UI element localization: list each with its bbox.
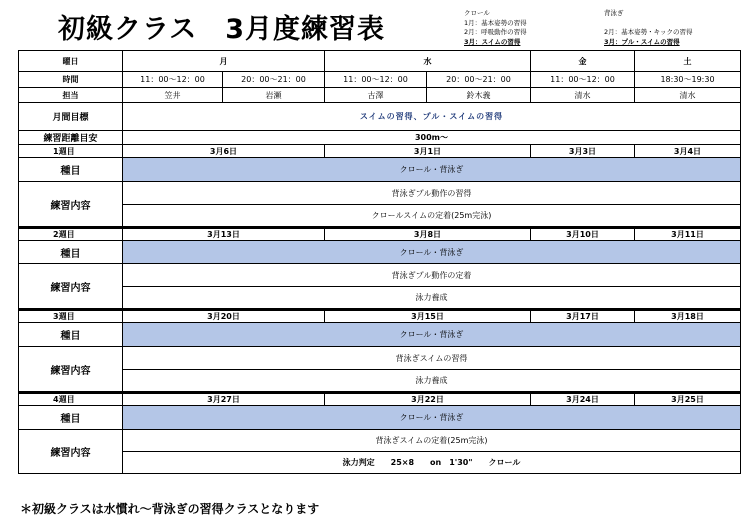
week-label: 4週目 — [19, 393, 123, 406]
week-date: 3月1日 — [325, 145, 531, 158]
staff-row — [19, 88, 741, 103]
content-label: 練習内容 — [19, 347, 123, 393]
crawl-legend-mar: 3月：スイムの習得 — [464, 37, 521, 46]
time-label: 時間 — [19, 72, 123, 88]
week-date: 3月18日 — [635, 310, 741, 323]
day-saturday: 土 — [635, 51, 741, 72]
week-date: 3月17日 — [531, 310, 635, 323]
week-date: 3月27日 — [123, 393, 325, 406]
distance-row — [19, 131, 741, 145]
week-label: 2週目 — [19, 228, 123, 241]
type-row — [19, 241, 741, 264]
type-label: 種目 — [19, 158, 123, 182]
type-label: 種目 — [19, 323, 123, 347]
staff-label: 担当 — [19, 88, 123, 103]
week-date: 3月10日 — [531, 228, 635, 241]
staff-cell: 鈴木義 — [427, 88, 531, 103]
content-label: 練習内容 — [19, 182, 123, 228]
week-header-row — [19, 228, 741, 241]
type-row — [19, 158, 741, 182]
content-row — [19, 182, 741, 205]
day-monday: 月 — [123, 51, 325, 72]
content-value: 背泳ぎスイムの定着(25m完泳) — [123, 430, 741, 452]
content-row — [19, 347, 741, 370]
time-cell: 11：00～12：00 — [531, 72, 635, 88]
type-label: 種目 — [19, 241, 123, 264]
week-date: 3月15日 — [325, 310, 531, 323]
crawl-legend-jan: 1月：基本姿勢の習得 — [464, 18, 527, 27]
content-row — [19, 205, 741, 228]
type-row — [19, 406, 741, 430]
goal-row — [19, 103, 741, 131]
week-label: 1週目 — [19, 145, 123, 158]
staff-cell: 岩瀬 — [223, 88, 325, 103]
type-value: クロール・背泳ぎ — [123, 158, 741, 182]
content-row — [19, 264, 741, 287]
page-title: 初級クラス 3月度練習表 — [58, 14, 385, 45]
distance-label: 練習距離目安 — [19, 131, 123, 145]
backstroke-legend-heading: 背泳ぎ — [604, 9, 624, 17]
content-row — [19, 287, 741, 310]
schedule-table — [18, 50, 741, 474]
day-row — [19, 51, 741, 72]
week-date: 3月13日 — [123, 228, 325, 241]
crawl-legend-feb: 2月：呼吸動作の習得 — [464, 28, 527, 36]
time-cell: 20：00～21：00 — [223, 72, 325, 88]
week-header-row — [19, 310, 741, 323]
time-row — [19, 72, 741, 88]
staff-cell: 清水 — [531, 88, 635, 103]
day-label: 曜日 — [19, 51, 123, 72]
time-cell: 11：00～12：00 — [325, 72, 427, 88]
week-date: 3月8日 — [325, 228, 531, 241]
goal-label: 月間目標 — [19, 103, 123, 131]
week-date: 3月3日 — [531, 145, 635, 158]
content-row — [19, 370, 741, 393]
content-value: 背泳ぎスイムの習得 — [123, 347, 741, 370]
content-value: 背泳ぎプル動作の定着 — [123, 264, 741, 287]
backstroke-legend-mar: 3月：プル・スイムの習得 — [604, 37, 680, 46]
content-value: 背泳ぎプル動作の習得 — [123, 182, 741, 205]
crawl-legend — [464, 9, 527, 47]
day-friday: 金 — [531, 51, 635, 72]
type-row — [19, 323, 741, 347]
staff-cell: 古澤 — [325, 88, 427, 103]
week-label: 3週目 — [19, 310, 123, 323]
type-value: クロール・背泳ぎ — [123, 406, 741, 430]
swim-test-value: 泳力判定 25×8 on 1'30" クロール — [123, 452, 741, 474]
backstroke-legend — [604, 9, 693, 47]
week-date: 3月25日 — [635, 393, 741, 406]
staff-cell: 清水 — [635, 88, 741, 103]
type-label: 種目 — [19, 406, 123, 430]
type-value: クロール・背泳ぎ — [123, 241, 741, 264]
distance-value: 300m～ — [123, 131, 741, 145]
week-date: 3月22日 — [325, 393, 531, 406]
content-label: 練習内容 — [19, 264, 123, 310]
day-wednesday: 水 — [325, 51, 531, 72]
week-date: 3月4日 — [635, 145, 741, 158]
content-value: クロールスイムの定着(25m完泳) — [123, 205, 741, 228]
content-row — [19, 452, 741, 474]
week-header-row — [19, 393, 741, 406]
content-value: 泳力養成 — [123, 370, 741, 393]
backstroke-legend-feb: 2月：基本姿勢・キックの習得 — [604, 28, 693, 36]
week-date: 3月20日 — [123, 310, 325, 323]
footer-note: ＊初級クラスは水慣れ～背泳ぎの習得クラスとなります — [20, 502, 320, 516]
content-value: 泳力養成 — [123, 287, 741, 310]
goal-value: スイムの習得、プル・スイムの習得 — [123, 103, 741, 131]
week-date: 3月24日 — [531, 393, 635, 406]
content-row — [19, 430, 741, 452]
week-date: 3月6日 — [123, 145, 325, 158]
time-cell: 20：00～21：00 — [427, 72, 531, 88]
time-cell: 18:30～19:30 — [635, 72, 741, 88]
week-date: 3月11日 — [635, 228, 741, 241]
type-value: クロール・背泳ぎ — [123, 323, 741, 347]
staff-cell: 笠井 — [123, 88, 223, 103]
content-label: 練習内容 — [19, 430, 123, 474]
crawl-legend-heading: クロール — [464, 9, 490, 17]
time-cell: 11：00～12：00 — [123, 72, 223, 88]
week-header-row — [19, 145, 741, 158]
